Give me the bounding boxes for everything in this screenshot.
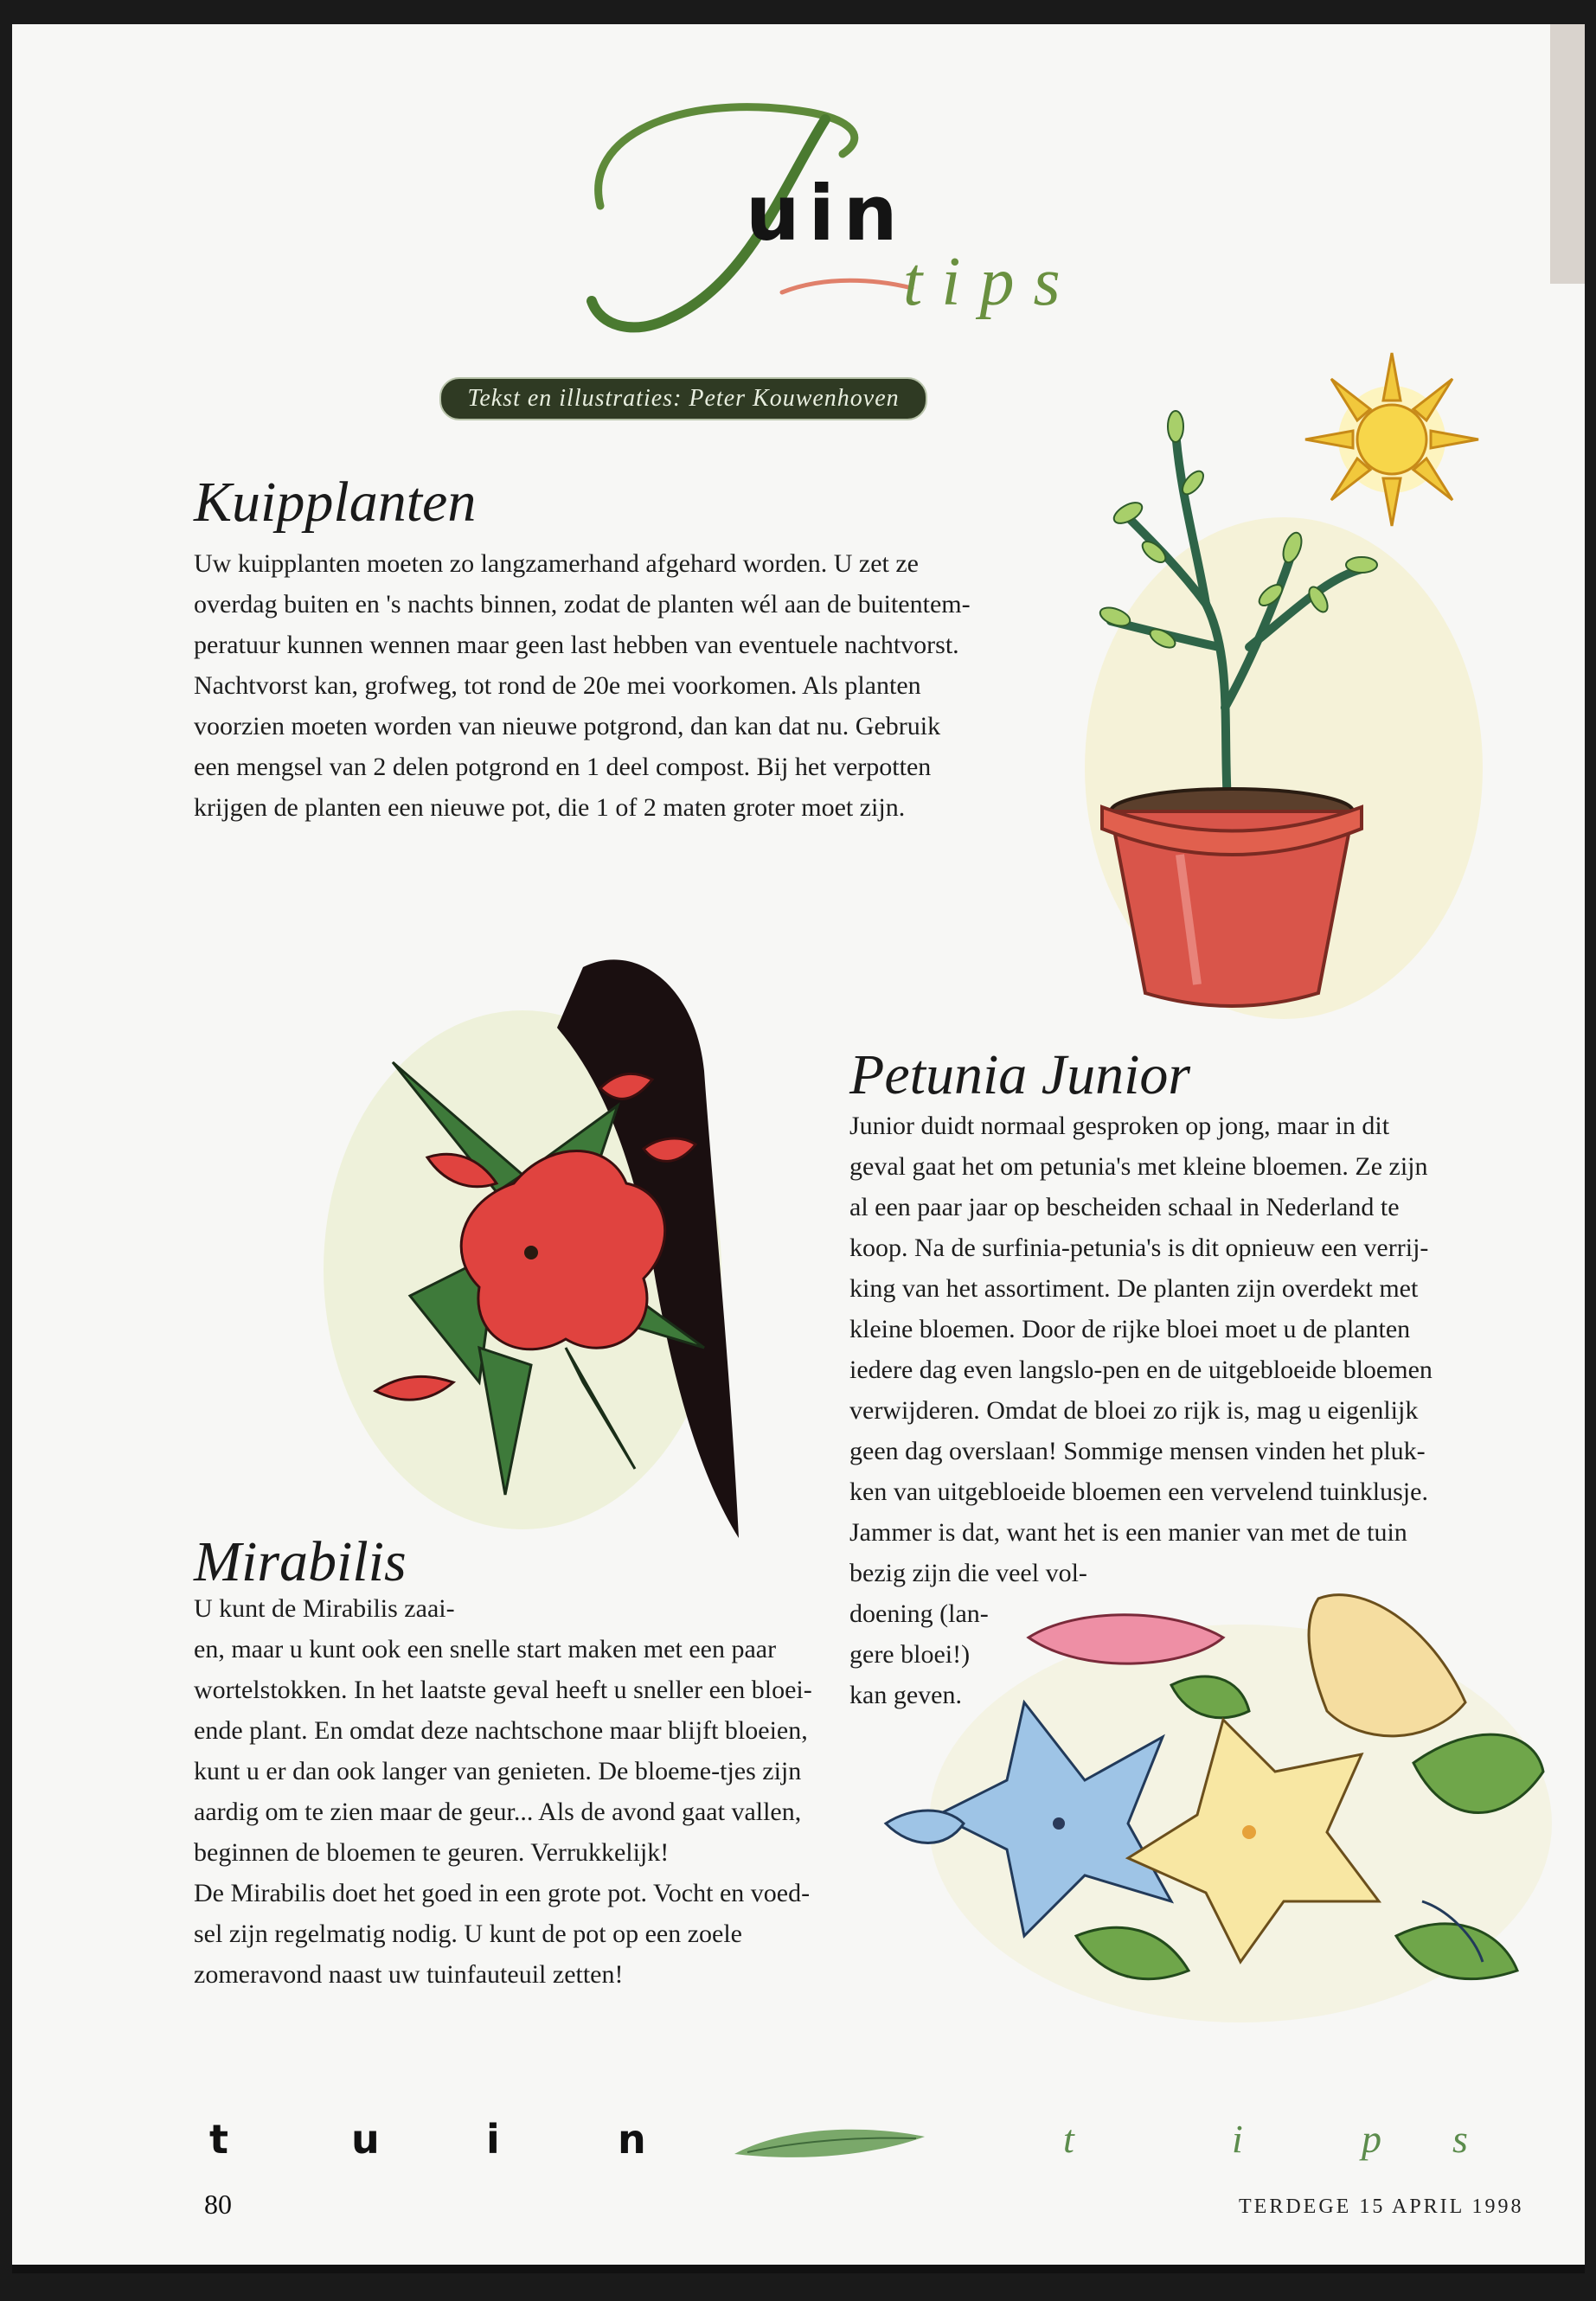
mirabilis-body [194, 1588, 834, 1995]
text-line: Jammer is dat, want het is een manier van met de tuin [849, 1518, 1407, 1547]
petunia-heading: Petunia Junior [849, 1043, 1191, 1106]
text-line: Junior duidt normaal gesproken op jong, maar in dit [849, 1112, 1390, 1140]
page-number: 80 [204, 2189, 232, 2220]
text-line: bezig zijn die veel vol- [849, 1559, 1087, 1587]
text-line: iedere dag even langslo-pen en de uitgebloeide bloemen [849, 1356, 1433, 1384]
text-line: een mengsel van 2 delen potgrond en 1 deel compost. Bij het verpotten [194, 753, 932, 781]
issue-date: TERDEGE 15 APRIL 1998 [1239, 2195, 1524, 2218]
footer-letter: t [1063, 2117, 1074, 2161]
text-line: zomeravond naast uw tuinfauteuil zetten! [194, 1960, 624, 1989]
footer-letter: t [209, 2116, 228, 2163]
footer-leaf-icon [730, 2119, 929, 2171]
text-line: aardig om te zien maar de geur... Als de avond gaat vallen, [194, 1798, 802, 1826]
petunia-illustration [877, 1573, 1561, 2022]
text-line: king van het assortiment. De planten zijn overdekt met [849, 1274, 1419, 1303]
text-line: beginnen de bloemen te geuren. Verrukkelijk! [194, 1838, 670, 1867]
text-line: krijgen de planten een nieuwe pot, die 1 of 2 maten groter moet zijn. [194, 793, 906, 822]
text-line: kunt u er dan ook langer van genieten. De bloeme-tjes zijn [194, 1757, 802, 1785]
footer-letter: i [1232, 2117, 1243, 2161]
kuipplanten-body [194, 543, 1067, 828]
footer-letter: s [1452, 2117, 1468, 2161]
text-line: overdag buiten en 's nachts binnen, zodat de planten wél aan de buitentem- [194, 590, 971, 619]
kuipplanten-heading: Kuipplanten [194, 471, 477, 534]
text-line: De Mirabilis doet het goed in een grote pot. Vocht en voed- [194, 1879, 811, 1907]
text-line: ende plant. En omdat deze nachtschone maar blijft bloeien, [194, 1716, 808, 1745]
footer-letter: n [618, 2116, 646, 2163]
text-line: geen dag overslaan! Sommige mensen vinden het pluk- [849, 1437, 1426, 1465]
text-line: U kunt de Mirabilis zaai- [194, 1594, 455, 1623]
text-line: koop. Na de surfinia-petunia's is dit opnieuw een verrij- [849, 1234, 1429, 1262]
text-line: Nachtvorst kan, grofweg, tot rond de 20e mei voorkomen. Als planten [194, 671, 921, 700]
footer-letter: u [351, 2116, 380, 2163]
sun-illustration [1305, 353, 1478, 526]
page-bottom-border [12, 2265, 1585, 2273]
text-line: voorzien moeten worden van nieuwe potgrond, dan kan dat nu. Gebruik [194, 712, 941, 740]
potted-tree-illustration [1076, 318, 1561, 1045]
text-line: Uw kuipplanten moeten zo langzamerhand afgehard worden. U zet ze [194, 549, 919, 578]
text-line: peratuur kunnen wennen maar geen last hebben van eventuele nachtvorst. [194, 631, 959, 659]
credit-pill: Tekst en illustraties: Peter Kouwenhoven [439, 377, 927, 420]
text-line: sel zijn regelmatig nodig. U kunt de pot op een zoele [194, 1920, 742, 1948]
text-line: en, maar u kunt ook een snelle start maken met een paar [194, 1635, 777, 1663]
text-line: kan geven. [849, 1681, 962, 1709]
footer-letter: i [486, 2116, 500, 2163]
text-line: verwijderen. Omdat de bloei zo rijk is, mag u eigenlijk [849, 1396, 1419, 1425]
text-line: al een paar jaar op bescheiden schaal in Nederland te [849, 1193, 1400, 1221]
text-line: kleine bloemen. Door de rijke bloei moet u de planten [849, 1315, 1411, 1343]
text-line: ken van uitgebloeide bloemen een vervelend tuinklusje. [849, 1477, 1428, 1506]
text-line: doening (lan- [849, 1599, 989, 1628]
masthead-word-uin: uin [746, 169, 907, 258]
page-edge-strip [1550, 24, 1585, 284]
masthead-word-tips: tips [903, 244, 1080, 320]
text-line: gere bloei!) [849, 1640, 971, 1669]
mirabilis-heading: Mirabilis [194, 1530, 407, 1593]
text-line: wortelstokken. In het laatste geval heeft u sneller een bloei- [194, 1676, 812, 1704]
footer-letter: p [1362, 2117, 1381, 2161]
mirabilis-illustration [324, 933, 808, 1590]
text-line: geval gaat het om petunia's met kleine bloemen. Ze zijn [849, 1152, 1428, 1181]
svg-text:T: T [695, 260, 701, 269]
magazine-page [12, 24, 1585, 2273]
